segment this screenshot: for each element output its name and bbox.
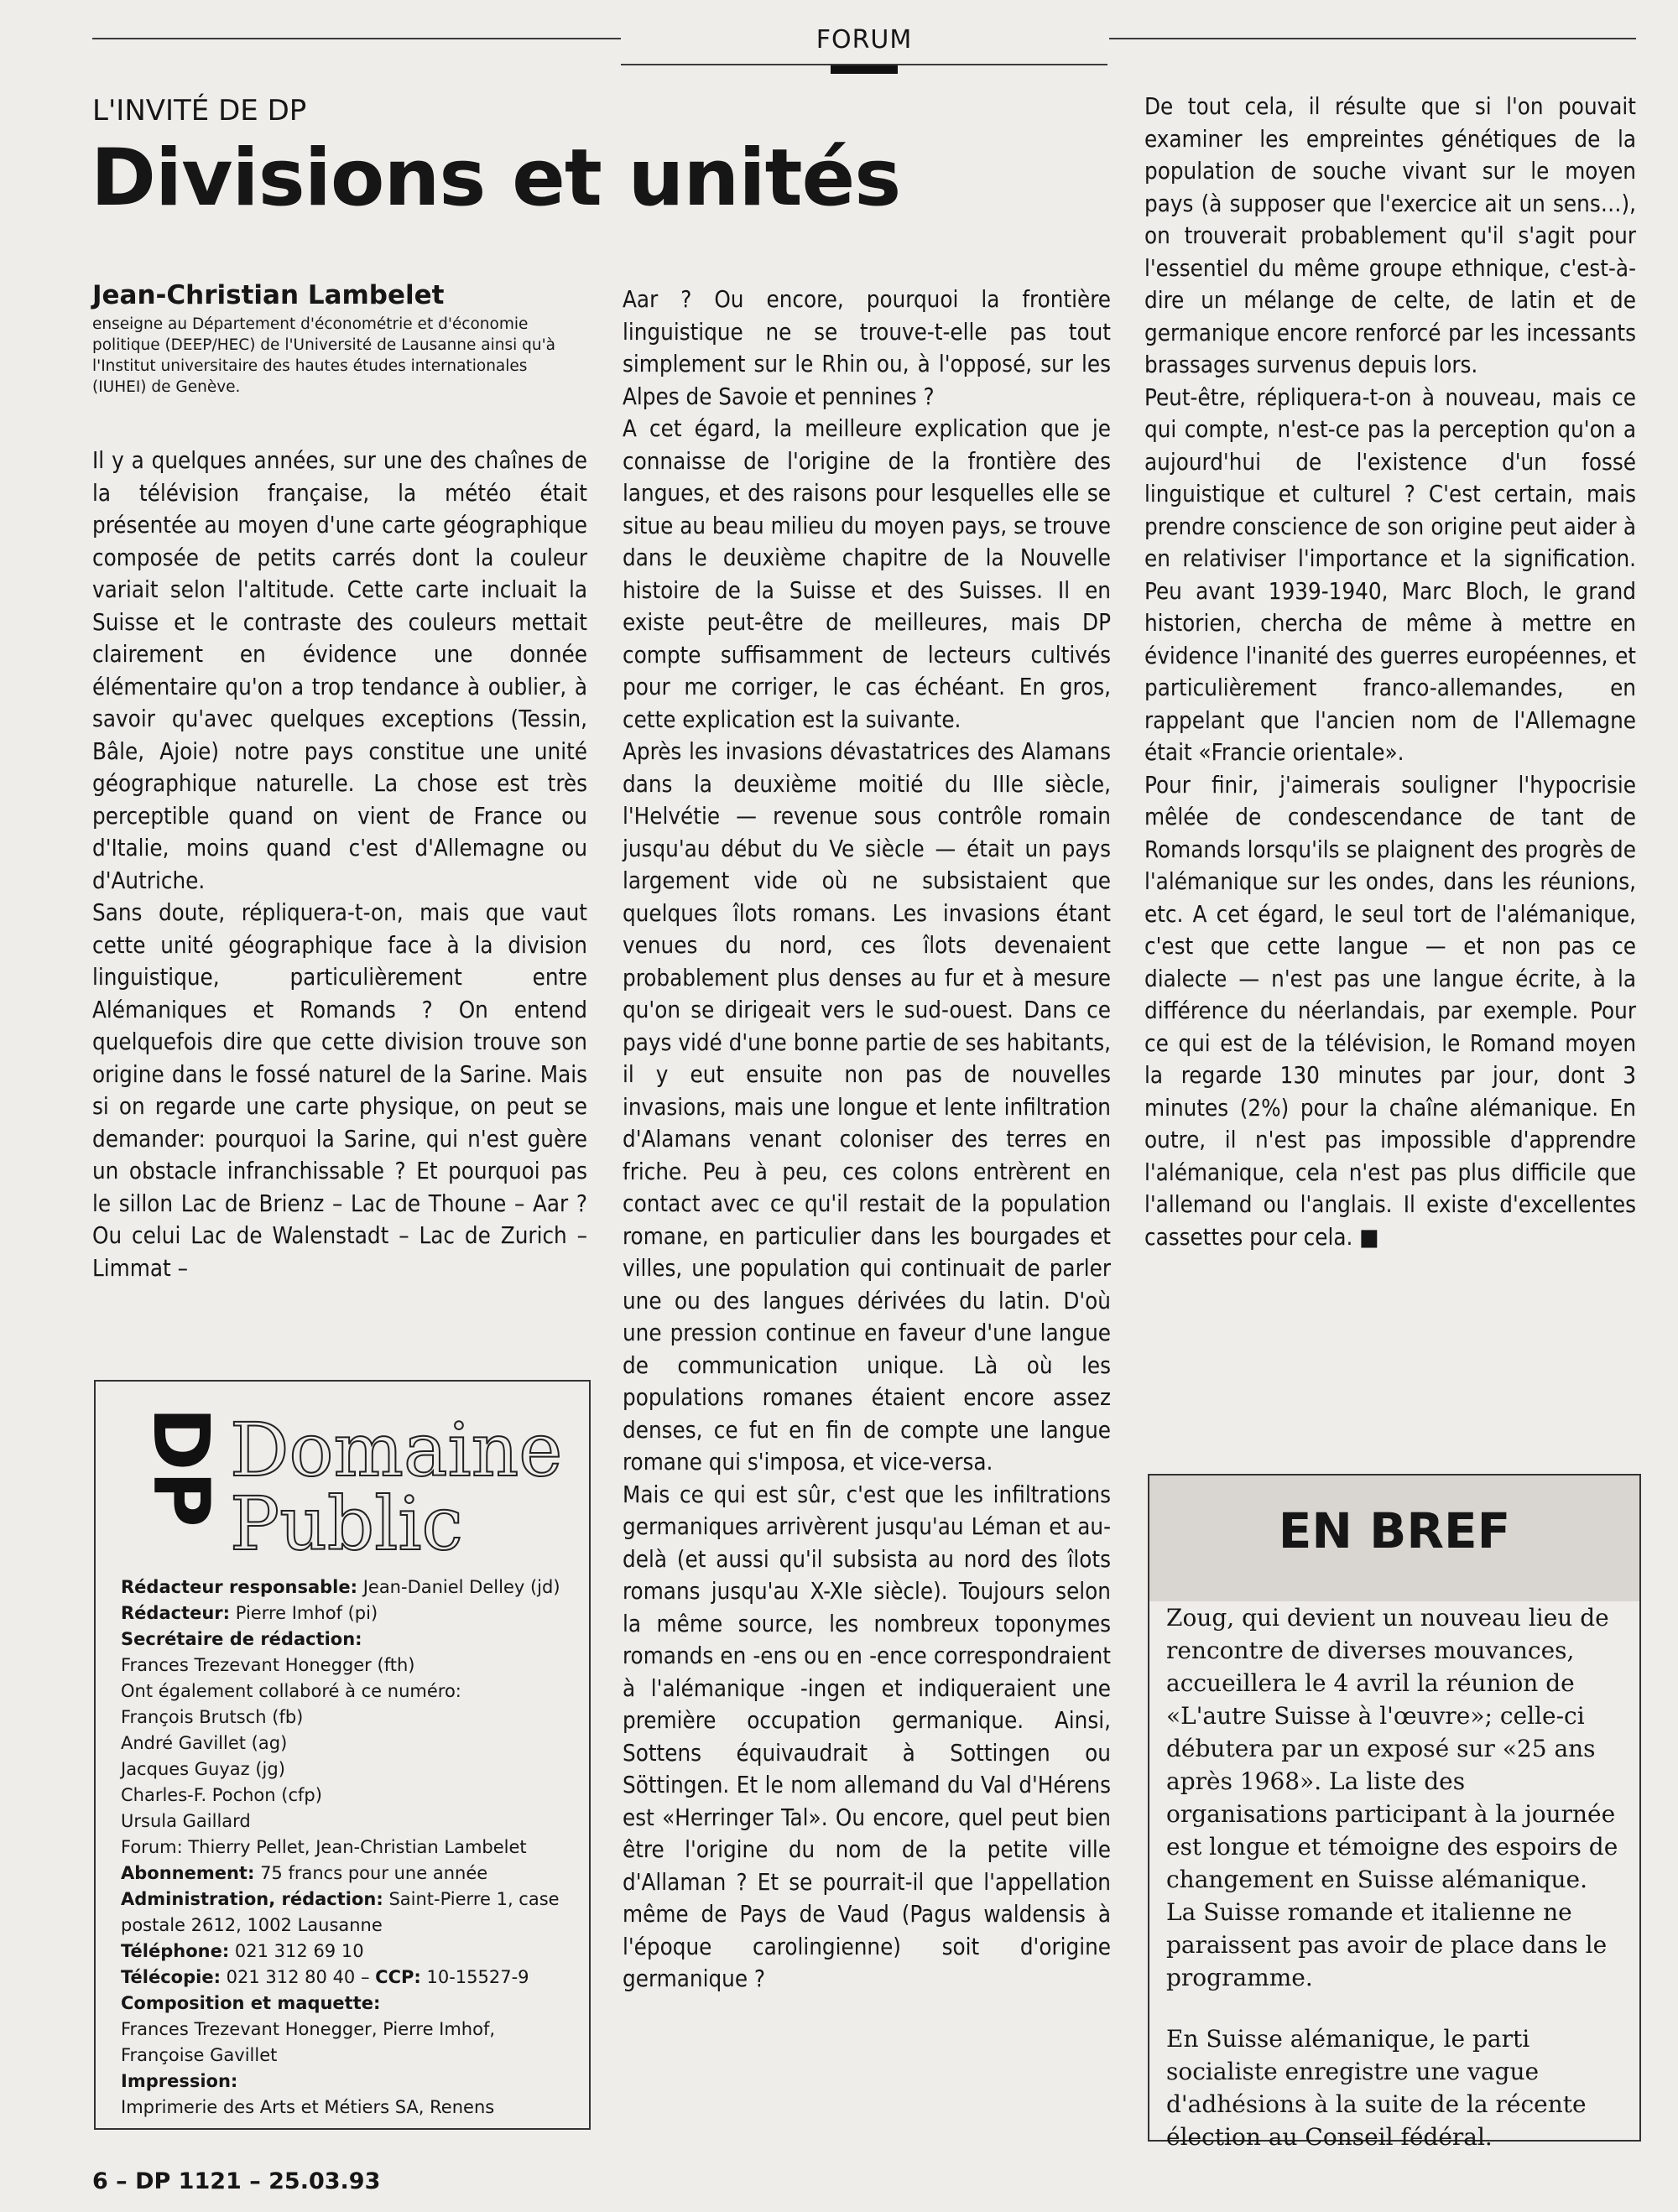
paragraph: Peut-être, répliquera-t-on à nouveau, mais ce qui compte, n'est-ce pas la perception qu'on a aujourd'hui de l'existence d'un fossé linguistique et culturel ? C'est certain, mais prendre conscience de son origine peut aider à en relativiser l'importance et la signification. Peu avant 1939-1940, Marc Bloch, le grand historien, chercha de même à mettre en évidence l'inanité des guerres européennes, et particulièrement franco-allemandes, en rappelant que l'ancien nom de l'Allemagne était «Francie orientale». <box>1144 383 1636 766</box>
credit-value: 75 francs pour une année <box>260 1863 488 1883</box>
credit-label: Impression: <box>121 2071 238 2091</box>
paragraph: Sans doute, répliquera-t-on, mais que vaut cette unité géographique face à la division linguistique, particulièrement entre Alémaniques et Romands ? On entend quelquefois dire que cette division trouve son origine dans le fossé naturel de la Sarine. Mais si on regarde une carte physique, on peut se demander: pourquoi la Sarine, qui n'est guère un obstacle infranchissable ? Et pourquoi pas le sillon Lac de Brienz – Lac de Thoune – Aar ? Ou celui Lac de Walenstadt – Lac de Zurich – Limmat – <box>92 899 587 1282</box>
logo-initials: DP <box>136 1407 226 1528</box>
credit-label: Administration, rédaction: <box>121 1889 383 1909</box>
en-bref-title: EN BREF <box>1278 1502 1511 1559</box>
section-bar <box>831 65 898 74</box>
en-bref-item: Zoug, qui devient un nouveau lieu de rencontre de diverses mouvances, accueillera le 4 avril la réunion de «L'autre Suisse à l'œuvre»; celle-ci débutera par un exposé sur «25 ans après 1968». La liste des organisations participant à la journée est longue et témoigne des espoirs de changement en Suisse alémanique. La Suisse romande et italienne ne paraissent pas avoir de place dans le programme. <box>1166 1604 1618 1991</box>
page-folio: 6 – DP 1121 – 25.03.93 <box>92 2168 381 2194</box>
credit-label: CCP: <box>375 1967 421 1987</box>
section-label: FORUM <box>816 25 913 55</box>
collaborator: Ursula Gaillard <box>121 1811 251 1831</box>
collaborator: Jacques Guyaz (jg) <box>121 1759 285 1779</box>
article-column-2 <box>623 284 1111 1996</box>
collaborator: Forum: Thierry Pellet, Jean-Christian Lambelet <box>121 1837 527 1857</box>
article-title: Divisions et unités <box>91 133 901 224</box>
credit-value: Imprimerie des Arts et Métiers SA, Renens <box>121 2097 495 2117</box>
paragraph: Après les invasions dévastatrices des Alamans dans la deuxième moitié du IIIe siècle, l'Helvétie — revenue sous contrôle romain jusqu'au début du Ve siècle — était un pays largement vide où ne subsistaient que quelques îlots romans. Les invasions étant venues du nord, ces îlots devenaient probablement plus denses au fur et à mesure qu'on se dirigeait vers le sud-ouest. Dans ce pays vidé d'une bonne partie de ses habitants, il y eut ensuite non pas de nouvelles invasions, mais une longue et lente infiltration d'Alamans venant coloniser des terres en friche. Peu à peu, ces colons entrèrent en contact avec ce qu'il restait de la population romane, en particulier dans les bourgades et villes, une population qui continuait de parler une ou des langues dérivées du latin. D'où une pression continue en faveur d'une langue de communication unique. Là où les populations romanes étaient encore assez denses, ce fut en fin de compte une langue romane qui s'imposa, et vice-versa. <box>623 738 1111 1476</box>
credit-value: Pierre Imhof (pi) <box>235 1603 378 1623</box>
credit-label: Rédacteur: <box>121 1603 231 1623</box>
credit-value: 10-15527-9 <box>426 1967 529 1987</box>
logo-line-2: Public <box>230 1481 463 1558</box>
author-bio: enseigne au Département d'économétrie et d'économie politique (DEEP/HEC) de l'Université de Lausanne ainsi qu'à l'Institut universitaire des hautes études internationales (IUHEI) de Genève. <box>92 315 555 396</box>
masthead-credits: Rédacteur responsable: Jean-Daniel Delley (jd) Rédacteur: Pierre Imhof (pi) Secrétaire de rédaction: Frances Trezevant Honegger (fth) Ont également collaboré à ce numéro: François Brutsch (fb) André Gavillet (ag) Jacques Guyaz (jg) Charles-F. Pochon (cfp) Ursula Gaillard Forum: Thierry Pellet, Jean-Christian Lambelet Abonnement: 75 francs pour une année Administration, rédaction: Saint-Pierre 1, case postale 2612, 1002 Lausanne Téléphone: 021 312 69 10 Télécopie: 021 312 80 40 – CCP: 10-15527-9 Composition et maquette: Frances Trezevant Honegger, Pierre Imhof, Françoise Gavillet Impression: Imprimerie des Arts et Métiers SA, Renens <box>121 1574 574 2121</box>
credit-value: Frances Trezevant Honegger, Pierre Imhof, Françoise Gavillet <box>121 2019 496 2065</box>
paragraph: De tout cela, il résulte que si l'on pouvait examiner les empreintes génétiques de la population de souche vivant sur le moyen pays (à supposer que l'exercice ait un sens…), on trouverait probablement qu'il s'agit pour l'essentiel du même groupe ethnique, c'est-à-dire un mélange de celte, de latin et de germanique encore renforcé par les incessants brassages survenus depuis lors. <box>1144 93 1636 378</box>
header-rule-left <box>92 38 621 39</box>
paragraph: Aar ? Ou encore, pourquoi la frontière linguistique ne se trouve-t-elle pas tout simplement sur le Rhin ou, à l'opposé, sur les Alpes de Savoie et pennines ? <box>623 286 1111 410</box>
article-column-1 <box>92 445 587 1284</box>
en-bref-items <box>1166 1601 1623 2182</box>
masthead-box <box>94 1380 591 2130</box>
credit-label: Composition et maquette: <box>121 1993 381 2013</box>
en-bref-box <box>1148 1474 1641 2151</box>
paragraph: A cet égard, la meilleure explication que je connaisse de l'origine de la frontière des langues, et des raisons pour lesquelles elle se situe au beau milieu du moyen pays, se trouve dans le deuxième chapitre de la Nouvelle histoire de la Suisse et des Suisses. Il en existe peut-être de meilleures, mais DP compte suffisamment de lecteurs cultivés pour me corriger, le cas échéant. En gros, cette explication est la suivante. <box>623 415 1111 733</box>
credit-value: Jean-Daniel Delley (jd) <box>362 1577 560 1597</box>
kicker: L'INVITÉ DE DP <box>92 94 307 128</box>
credit-value: Frances Trezevant Honegger (fth) <box>121 1655 415 1675</box>
collab-intro: Ont également collaboré à ce numéro: <box>121 1681 461 1701</box>
en-bref-item: En Suisse alémanique, le parti socialiste enregistre une vague d'adhésions à la suite de la récente élection au Conseil fédéral. <box>1166 2025 1587 2151</box>
paragraph: Mais ce qui est sûr, c'est que les infiltrations germaniques arrivèrent jusqu'au Léman et au-delà (et aussi qu'il subsista au nord des îlots romans jusqu'au X-XIe siècle). Toujours selon la même source, les nombreux toponymes romands en -ens ou en -ence correspondraient à l'alémanique -ingen et indiqueraient une première occupation germanique. Ainsi, Sottens équivaudrait à Sottingen ou Söttingen. Et le nom allemand du Val d'Hérens est «Herringer Tal». Ou encore, quel peut bien être l'origine du nom de la petite ville d'Allaman ? Et se pourrait-il que l'appellation même de Pays de Vaud (Pagus waldensis à l'époque carolingienne) soit d'origine germanique ? <box>623 1481 1111 1992</box>
credit-value: 021 312 80 40 <box>226 1967 356 1987</box>
credit-value: 021 312 69 10 <box>234 1941 364 1961</box>
collaborator: André Gavillet (ag) <box>121 1733 288 1753</box>
paragraph: Il y a quelques années, sur une des chaînes de la télévision française, la météo était présentée au moyen d'une carte géographique composée de petits carrés dont la couleur variait selon l'altitude. Cette carte incluait la Suisse et le contraste des couleurs mettait clairement en évidence une donnée élémentaire qu'on a trop tendance à oublier, à savoir qu'avec quelques exceptions (Tessin, Bâle, Ajoie) notre pays constitue une unité géographique naturelle. La chose est très perceptible quand on vient de France ou d'Italie, moins quand c'est d'Allemagne ou d'Autriche. <box>92 447 587 894</box>
logo-line-1: Domaine <box>230 1407 563 1493</box>
credit-label: Téléphone: <box>121 1941 230 1961</box>
domaine-public-logo <box>112 1398 565 1558</box>
credit-label: Secrétaire de rédaction: <box>121 1629 362 1649</box>
collaborator: François Brutsch (fb) <box>121 1707 304 1727</box>
credit-label: Rédacteur responsable: <box>121 1577 358 1597</box>
credit-label: Abonnement: <box>121 1863 255 1883</box>
article-column-3 <box>1144 91 1636 1253</box>
credit-label: Télécopie: <box>121 1967 221 1987</box>
header-rule-right <box>1109 38 1636 39</box>
author-name: Jean-Christian Lambelet <box>92 280 445 310</box>
collaborator: Charles-F. Pochon (cfp) <box>121 1785 322 1805</box>
author-block <box>92 280 579 398</box>
paragraph: Pour finir, j'aimerais souligner l'hypocrisie mêlée de condescendance de tant de Romands lorsqu'ils se plaignent des progrès de l'alémanique sur les ondes, dans les réunions, etc. A cet égard, le seul tort de l'alémanique, c'est que cette langue — et non pas ce dialecte — n'est pas une langue écrite, à la différence du néerlandais, par exemple. Pour ce qui est de la télévision, le Romand moyen la regarde 130 minutes par jour, dont 3 minutes (2%) pour la chaîne alémanique. En outre, il n'est pas impossible d'apprendre l'alémanique, cela n'est pas plus difficile que l'allemand ou l'anglais. Il existe d'excellentes cassettes pour cela. ■ <box>1144 771 1636 1251</box>
credit-value: Saint-Pierre 1, case postale 2612, 1002 Lausanne <box>121 1889 560 1935</box>
